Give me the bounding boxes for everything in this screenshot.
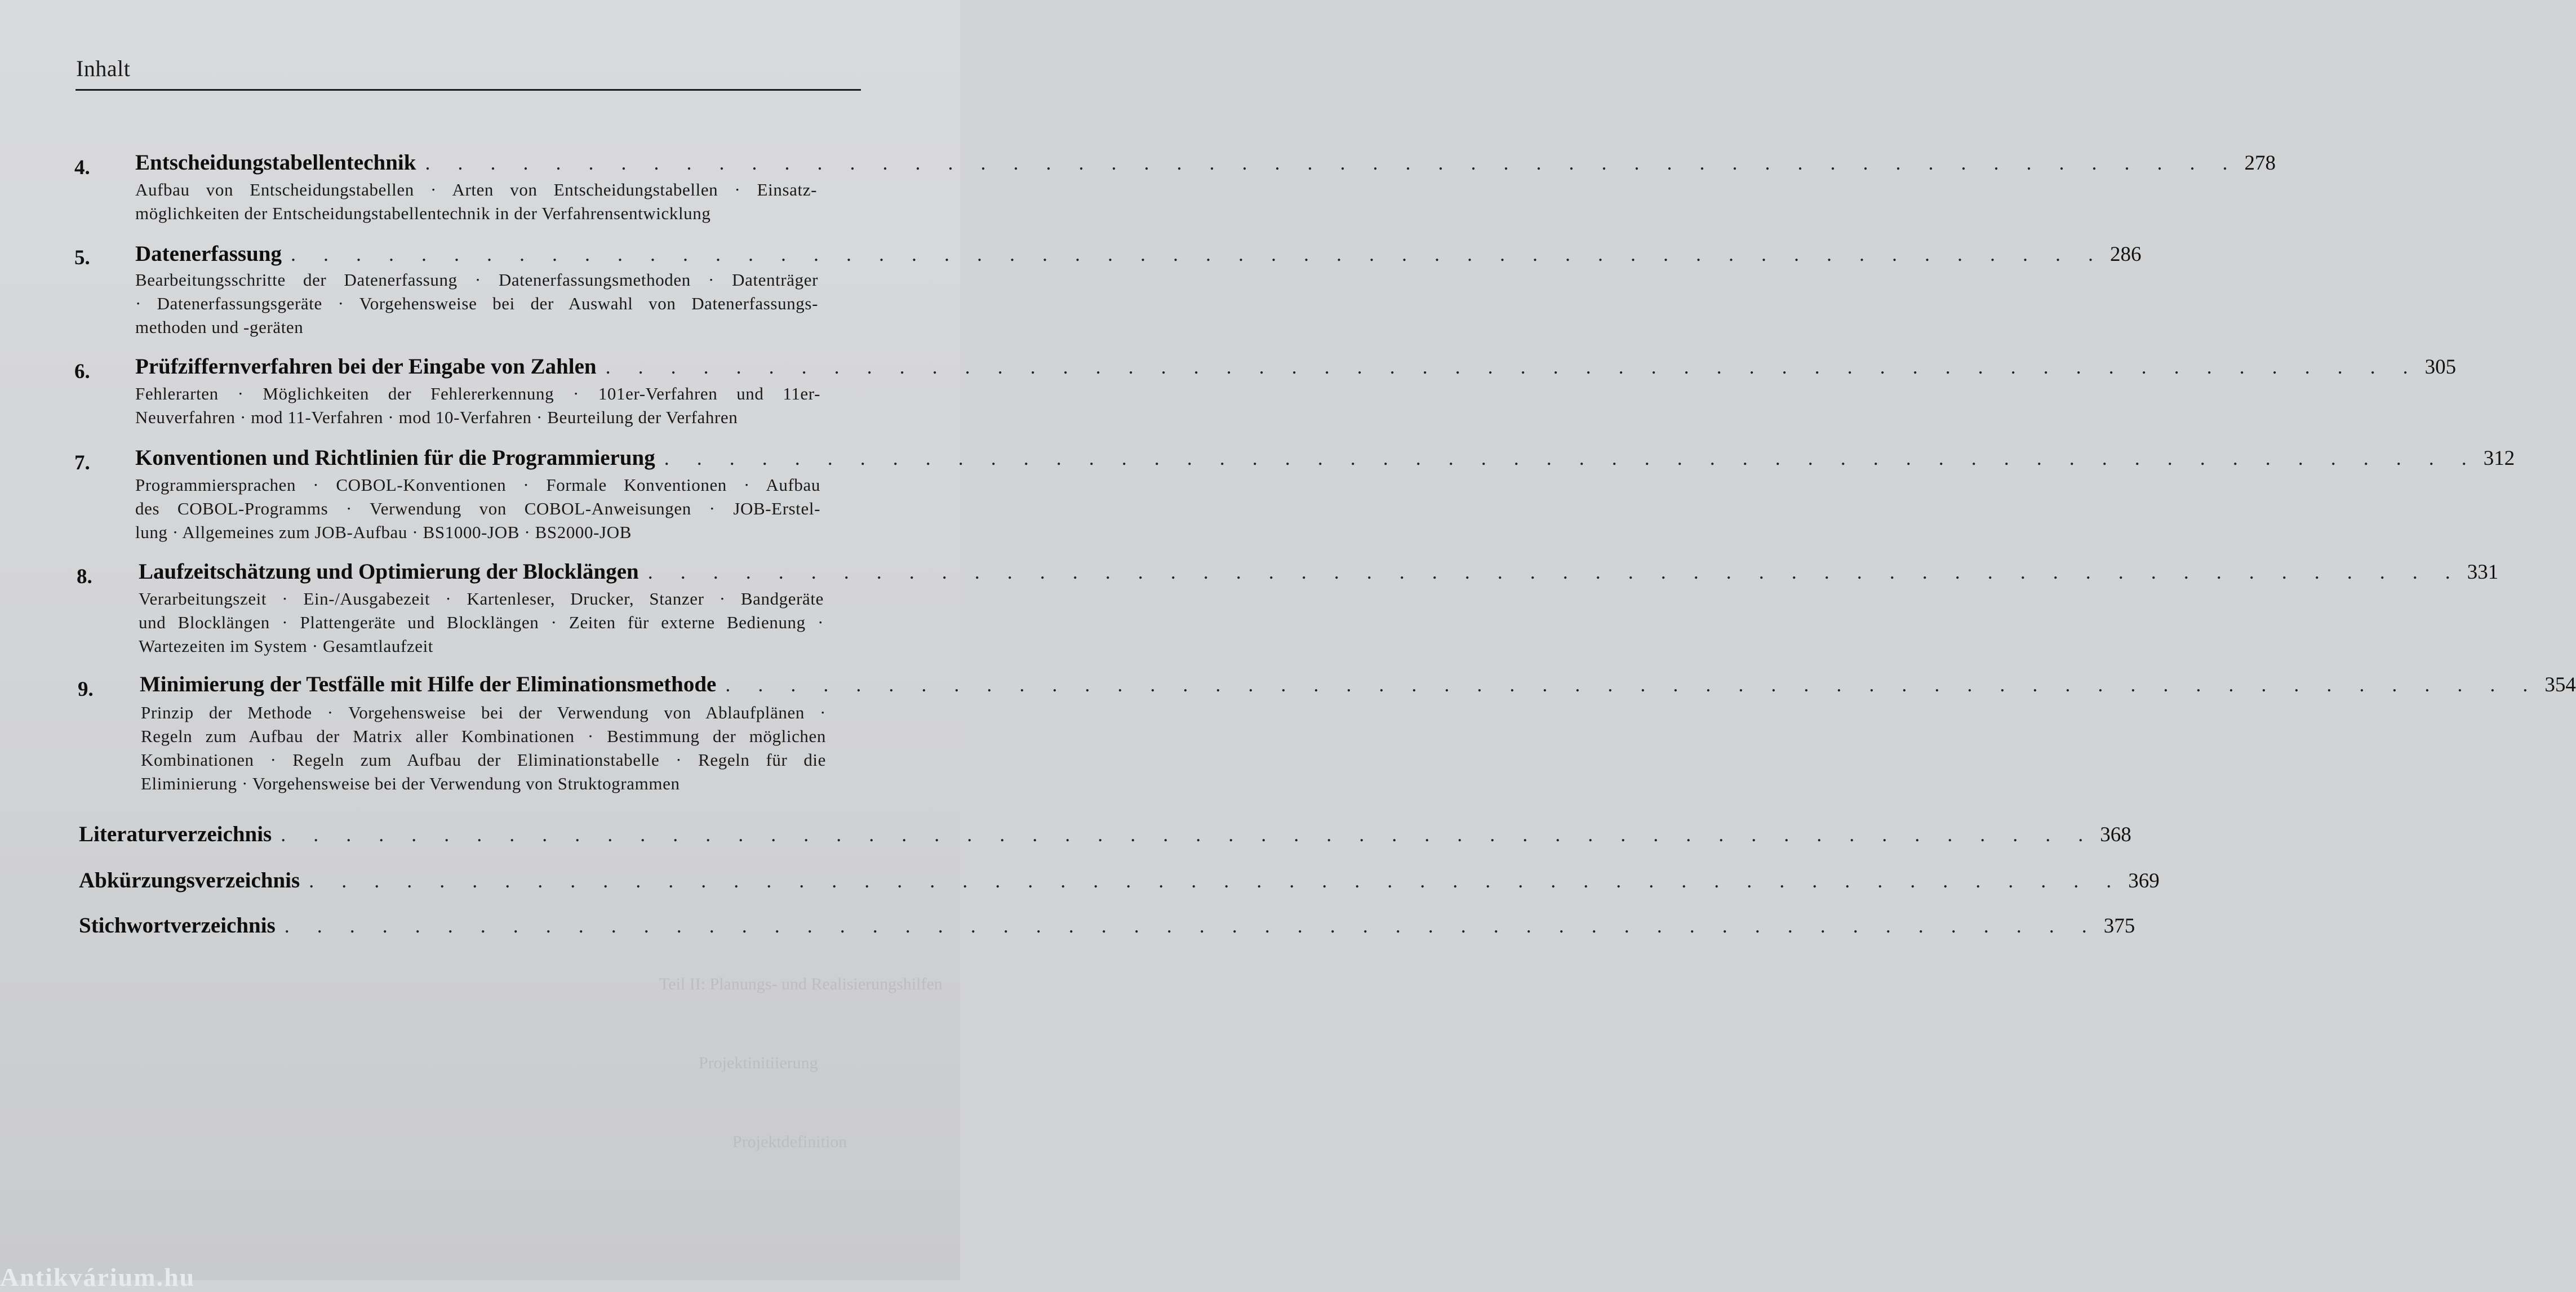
chapter-description bbox=[135, 382, 820, 429]
chapter-title: Entscheidungstabellentechnik bbox=[135, 150, 416, 175]
dot-leader: . . . . . . . . . . . . . . . . . . . . . . . . . . . . . . . . . . . . . . . . . . . . . . . . . . . . . . . . bbox=[725, 673, 2539, 696]
chapter-page-number: 286 bbox=[2110, 243, 2142, 266]
chapter-page-number: 312 bbox=[2483, 447, 2515, 470]
description-line: Wartezeiten im System · Gesamtlaufzeit bbox=[139, 636, 434, 656]
toc-appendix-literaturverzeichnis bbox=[79, 822, 2131, 847]
description-line: Neuverfahren · mod 11-Verfahren · mod 10-Verfahren · Beurteilung der Verfahren bbox=[135, 407, 738, 427]
chapter-page-number: 278 bbox=[2244, 152, 2276, 175]
description-line: Eliminierung · Vorgehensweise bei der Verwendung von Struktogrammen bbox=[141, 774, 680, 793]
description-line: Prinzip der Methode · Vorgehensweise bei der Verwendung von Ablaufplänen · bbox=[141, 703, 826, 722]
appendix-title: Abkürzungsverzeichnis bbox=[79, 868, 300, 893]
chapter-number: 9. bbox=[78, 678, 94, 701]
description-line: lung · Allgemeines zum JOB-Aufbau · BS1000-JOB · BS2000-JOB bbox=[135, 522, 632, 542]
dot-leader: . . . . . . . . . . . . . . . . . . . . . . . . . . . . . . . . . . . . . . . . . . . . . . . . . . . . . . . . bbox=[647, 561, 2462, 583]
chapter-number: 6. bbox=[74, 360, 90, 383]
description-line: und Blocklängen · Plattengeräte und Blocklängen · Zeiten für externe Bedienung · bbox=[139, 612, 824, 632]
chapter-title: Prüfziffernverfahren bei der Eingabe von Zahlen bbox=[135, 354, 597, 379]
appendix-title: Stichwortverzeichnis bbox=[79, 913, 276, 938]
show-through-text: Teil II: Planungs- und Realisierungshilfen bbox=[659, 975, 943, 993]
description-line: des COBOL-Programms · Verwendung von COBOL-Anweisungen · JOB-Erstel- bbox=[135, 499, 820, 518]
chapter-description bbox=[141, 701, 826, 796]
chapter-number: 5. bbox=[74, 246, 90, 269]
chapter-description bbox=[139, 587, 824, 658]
dot-leader: . . . . . . . . . . . . . . . . . . . . . . . . . . . . . . . . . . . . . . . . . . . . . . . . . . . . . . . . bbox=[291, 243, 2104, 265]
description-line: möglichkeiten der Entscheidungstabellentechnik in der Verfahrensentwicklung bbox=[135, 203, 711, 223]
description-line: Regeln zum Aufbau der Matrix aller Kombinationen · Bestimmung der möglichen bbox=[141, 726, 826, 746]
description-line: Programmiersprachen · COBOL-Konventionen · Formale Konventionen · Aufbau bbox=[135, 475, 820, 495]
appendix-page-number: 369 bbox=[2128, 869, 2160, 893]
chapter-page-number: 305 bbox=[2424, 356, 2457, 379]
chapter-title-line bbox=[135, 445, 2515, 470]
dot-leader: . . . . . . . . . . . . . . . . . . . . . . . . . . . . . . . . . . . . . . . . . . . . . . . . . . . . . . . . bbox=[281, 823, 2095, 846]
chapter-title-line bbox=[139, 559, 2499, 584]
chapter-title-line bbox=[135, 150, 2276, 175]
toc-appendix-abkuerzungsverzeichnis bbox=[79, 868, 2160, 893]
dot-leader: . . . . . . . . . . . . . . . . . . . . . . . . . . . . . . . . . . . . . . . . . . . . . . . . . . . . . . . . bbox=[284, 914, 2098, 937]
chapter-title: Laufzeitschätzung und Optimierung der Blocklängen bbox=[139, 560, 639, 584]
chapter-title-line bbox=[140, 672, 2576, 697]
dot-leader: . . . . . . . . . . . . . . . . . . . . . . . . . . . . . . . . . . . . . . . . . . . . . . . . . . . . . . . . bbox=[664, 447, 2478, 469]
description-line: Aufbau von Entscheidungstabellen · Arten von Entscheidungstabellen · Einsatz- bbox=[135, 180, 817, 199]
chapter-title-line bbox=[135, 241, 2142, 267]
chapter-title-line bbox=[135, 354, 2457, 379]
chapter-number: 8. bbox=[77, 565, 92, 588]
appendix-title: Literaturverzeichnis bbox=[79, 822, 272, 846]
chapter-number: 7. bbox=[74, 451, 90, 474]
description-line: Kombinationen · Regeln zum Aufbau der Eliminationstabelle · Regeln für die bbox=[141, 750, 826, 770]
appendix-page-number: 368 bbox=[2100, 823, 2131, 846]
description-line: Fehlerarten · Möglichkeiten der Fehlererkennung · 101er-Verfahren und 11er- bbox=[135, 384, 820, 403]
chapter-page-number: 331 bbox=[2467, 561, 2499, 584]
description-line: · Datenerfassungsgeräte · Vorgehensweise bei der Auswahl von Datenerfassungs- bbox=[135, 294, 818, 313]
watermark-text: Antikvárium.hu bbox=[0, 1263, 196, 1291]
description-line: Bearbeitungsschritte der Datenerfassung · Datenerfassungsmethoden · Datenträger bbox=[135, 270, 818, 290]
page-header-title: Inhalt bbox=[76, 56, 131, 81]
toc-appendix-stichwortverzeichnis bbox=[79, 913, 2135, 938]
chapter-number: 4. bbox=[74, 156, 90, 179]
chapter-title: Datenerfassung bbox=[135, 242, 282, 266]
description-line: methoden und -geräten bbox=[135, 317, 304, 337]
header-rule bbox=[75, 89, 861, 91]
dot-leader: . . . . . . . . . . . . . . . . . . . . . . . . . . . . . . . . . . . . . . . . . . . . . . . . . . . . . . . . bbox=[605, 356, 2419, 378]
show-through-text: Projektinitiierung bbox=[699, 1054, 818, 1072]
chapter-title: Konventionen und Richtlinien für die Programmierung bbox=[135, 446, 655, 470]
appendix-page-number: 375 bbox=[2103, 914, 2135, 938]
chapter-description bbox=[135, 268, 818, 339]
chapter-page-number: 354 bbox=[2544, 673, 2576, 696]
dot-leader: . . . . . . . . . . . . . . . . . . . . . . . . . . . . . . . . . . . . . . . . . . . . . . . . . . . . . . . . bbox=[425, 152, 2239, 174]
dot-leader: . . . . . . . . . . . . . . . . . . . . . . . . . . . . . . . . . . . . . . . . . . . . . . . . . . . . . . . . bbox=[309, 869, 2123, 892]
chapter-description bbox=[135, 178, 817, 225]
chapter-description bbox=[135, 473, 820, 544]
description-line: Verarbeitungszeit · Ein-/Ausgabezeit · Kartenleser, Drucker, Stanzer · Bandgeräte bbox=[139, 589, 824, 609]
show-through-text: Projektdefinition bbox=[732, 1133, 847, 1151]
chapter-title: Minimierung der Testfälle mit Hilfe der Eliminationsmethode bbox=[140, 672, 717, 696]
